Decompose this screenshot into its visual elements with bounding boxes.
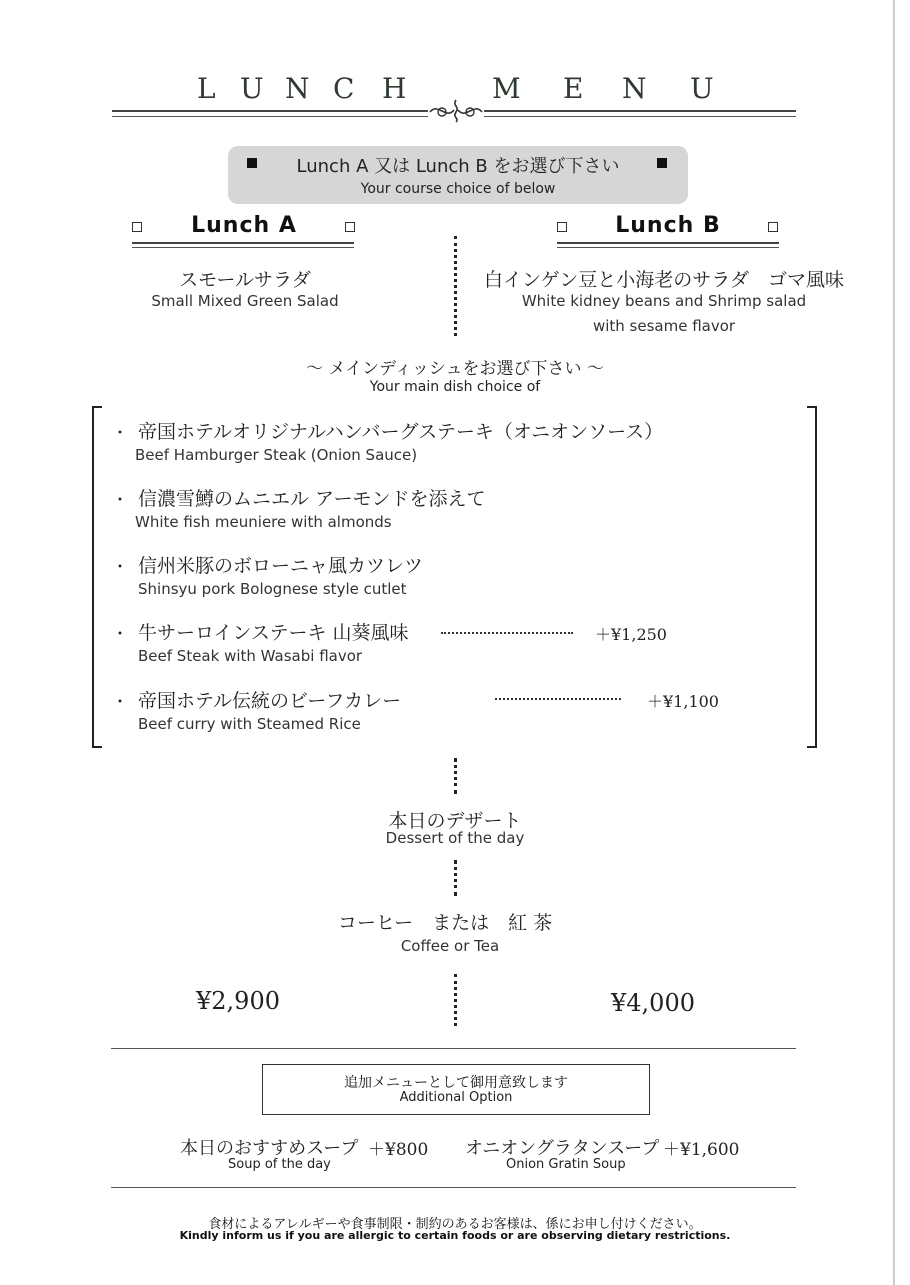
price-leader xyxy=(441,632,573,634)
lunch-a-header: Lunch A xyxy=(191,213,297,238)
lunch-a-salad-en: Small Mixed Green Salad xyxy=(151,292,339,310)
additional-option-en: Additional Option xyxy=(399,1090,513,1105)
course-choice-jp: Lunch A 又は Lunch B をお選び下さい xyxy=(296,156,620,177)
title-letter: E xyxy=(563,72,584,105)
main-dish-jp: 牛サーロインステーキ 山葵風味 xyxy=(138,622,409,644)
bullet: ・ xyxy=(112,624,129,643)
left-bracket xyxy=(92,406,102,748)
title-letter: N xyxy=(285,72,310,105)
lunch-b-salad-en: White kidney beans and Shrimp salad xyxy=(521,292,807,310)
price-leader xyxy=(495,698,621,700)
title-rule-left xyxy=(112,116,428,117)
bullet: ・ xyxy=(112,423,129,442)
section-rule xyxy=(111,1048,796,1049)
right-bracket xyxy=(807,406,817,748)
option-soup-price: ＋¥800 xyxy=(368,1140,429,1160)
option-gratin-price: ＋¥1,600 xyxy=(663,1140,740,1160)
dessert-jp: 本日のデザート xyxy=(388,810,522,832)
title-letter: U xyxy=(240,72,264,105)
main-dish-en: Beef Steak with Wasabi flavor xyxy=(138,647,363,665)
title-letter: H xyxy=(382,72,407,105)
dotted-divider xyxy=(454,974,457,1026)
option-gratin-en: Onion Gratin Soup xyxy=(506,1157,626,1172)
lunch-a-rule xyxy=(132,242,354,244)
allergy-notice-en: Kindly inform us if you are allergic to certain foods or are observing dietary restrictions. xyxy=(179,1229,731,1242)
section-rule xyxy=(111,1187,796,1188)
main-dish-jp: 帝国ホテル伝統のビーフカレー xyxy=(138,690,402,712)
option-gratin-jp: オニオングラタンスープ xyxy=(465,1138,660,1159)
title-letter: U xyxy=(690,72,714,105)
main-dish-en: Beef Hamburger Steak (Onion Sauce) xyxy=(135,446,418,464)
allergy-notice-jp: 食材によるアレルギーや食事制限・制約のあるお客様は、係にお申し付けください。 xyxy=(208,1217,702,1232)
lunch-a-price: ¥2,900 xyxy=(196,987,280,1015)
dotted-divider xyxy=(454,758,457,794)
additional-option-jp: 追加メニューとして御用意致します xyxy=(344,1075,568,1091)
page-edge xyxy=(893,0,895,1285)
main-dish-heading-jp: ～ メインディッシュをお選び下さい ～ xyxy=(306,359,604,379)
lunch-b-rule xyxy=(557,247,779,248)
dessert-en: Dessert of the day xyxy=(385,829,525,847)
main-dish-price: ＋¥1,100 xyxy=(647,692,719,711)
main-dish-en: Shinsyu pork Bolognese style cutlet xyxy=(138,580,407,598)
main-dish-en: White fish meuniere with almonds xyxy=(135,513,392,531)
main-dish-price: ＋¥1,250 xyxy=(595,625,667,644)
lunch-b-salad-en: with sesame flavor xyxy=(592,317,736,335)
bullet: ・ xyxy=(112,692,129,711)
lunch-a-salad-jp: スモールサラダ xyxy=(179,269,311,291)
lunch-a-rule xyxy=(132,247,354,248)
option-soup-en: Soup of the day xyxy=(228,1157,331,1172)
title-rule-left xyxy=(112,110,428,112)
dotted-divider xyxy=(454,860,457,896)
title-letter: N xyxy=(622,72,647,105)
lunch-b-rule xyxy=(557,242,779,244)
option-soup-jp: 本日のおすすめスープ xyxy=(180,1138,359,1159)
title-letter: L xyxy=(197,72,216,105)
main-dish-jp: 信州米豚のボローニャ風カツレツ xyxy=(138,555,424,577)
lunch-b-header: Lunch B xyxy=(615,213,721,238)
bullet: ・ xyxy=(112,490,129,509)
title-rule-right xyxy=(484,110,796,112)
drink-en: Coffee or Tea xyxy=(400,937,500,955)
course-choice-en: Your course choice of below xyxy=(360,181,556,197)
title-letter: M xyxy=(492,72,521,105)
main-dish-jp: 帝国ホテルオリジナルハンバーグステーキ（オニオンソース） xyxy=(138,421,664,443)
title-letter: C xyxy=(333,72,355,105)
main-dish-jp: 信濃雪鱒のムニエル アーモンドを添えて xyxy=(138,488,486,510)
title-rule-right xyxy=(484,116,796,117)
lunch-b-salad-jp: 白インゲン豆と小海老のサラダ ゴマ風味 xyxy=(483,269,845,291)
drink-jp: コーヒー または 紅 茶 xyxy=(337,912,553,934)
ornament-icon xyxy=(428,96,484,124)
dotted-divider xyxy=(454,236,457,336)
main-dish-en: Beef curry with Steamed Rice xyxy=(138,715,361,733)
bullet: ・ xyxy=(112,557,129,576)
lunch-b-price: ¥4,000 xyxy=(611,989,695,1017)
main-dish-heading-en: Your main dish choice of xyxy=(369,379,541,395)
